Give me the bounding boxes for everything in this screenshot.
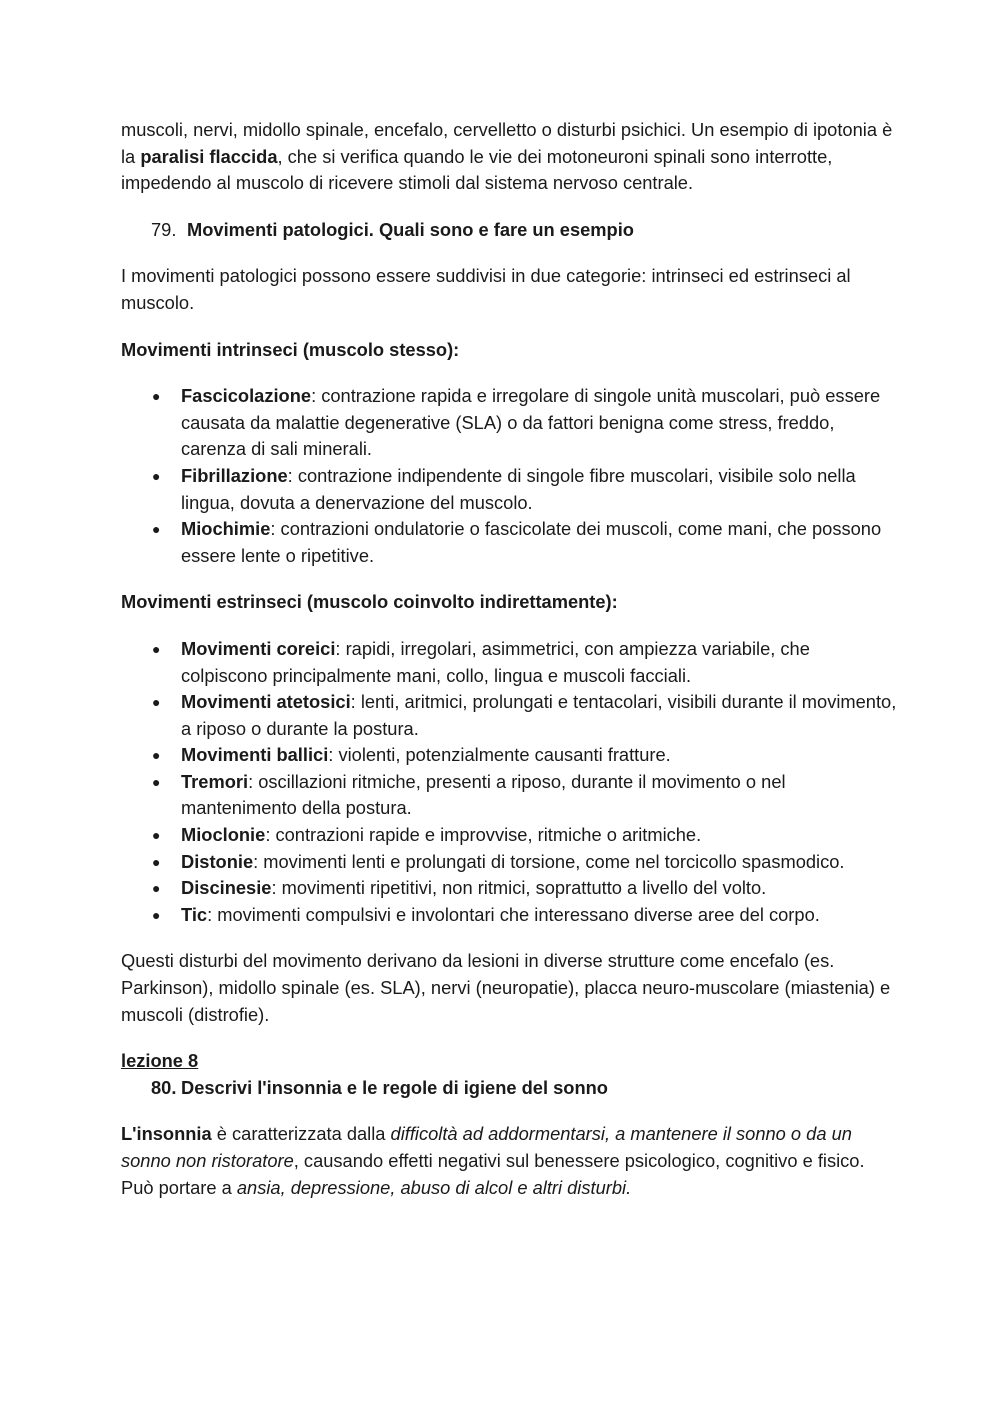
list-item [151,463,901,516]
question-title: Movimenti patologici. Quali sono e fare un esempio [187,218,634,240]
intro-bold-term: paralisi flaccida [140,145,278,167]
list-item-term: Movimenti atetosici [181,691,351,713]
list-item-text: : contrazione rapida e irregolare di singole unità muscolari, può essere causata da malattie degenerative (SLA) o da fattori benigna come stress, freddo, carenza di sali minerali. [181,385,881,460]
list-item [151,875,901,902]
question-80-heading [151,1075,901,1102]
list-item [151,849,901,876]
list-item [151,383,901,463]
list-item-term: Tic [181,903,208,925]
list-item-term: Fibrillazione [181,464,288,486]
intro-paragraph [121,117,901,197]
insomnia-text: è caratterizzata dalla [211,1123,391,1145]
question-number: 80. [151,1076,177,1098]
list-item [151,822,901,849]
list-item-text: : movimenti compulsivi e involontari che interessano diverse aree del corpo. [207,903,820,925]
list-item-term: Tremori [181,770,249,792]
question-number: 79. [151,218,177,240]
list-item [151,769,901,822]
document-page [121,117,901,1221]
list-item-text: : lenti, aritmici, prolungati e tentacolari, visibili durante il movimento, a riposo o durante la postura. [181,691,897,739]
list-item [151,636,901,689]
extrinsic-heading [121,589,901,616]
question-title: Descrivi l'insonnia e le regole di igiene del sonno [181,1076,608,1098]
intrinsic-heading-text: Movimenti intrinseci (muscolo stesso): [121,338,460,360]
insomnia-paragraph [121,1121,901,1201]
insomnia-term: L'insonnia [121,1123,212,1145]
list-item-text: : oscillazioni ritmiche, presenti a riposo, durante il movimento o nel mantenimento della postura. [181,770,786,819]
intro-text: muscoli, nervi, midollo spinale, encefalo, cervelletto o disturbi psichici. Un esempio di ipotonia è la [121,119,893,167]
list-item [151,516,901,569]
lesson-label [121,1048,901,1075]
intrinsic-heading [121,337,901,364]
insomnia-italic: difficoltà ad addormentarsi, a mantenere il sonno o da un sonno non ristoratore [121,1123,852,1171]
list-item [151,902,901,929]
insomnia-text: , causando effetti negativi sul benessere psicologico, cognitivo e fisico. Può portare a [121,1150,865,1198]
list-item-term: Discinesie [181,877,272,899]
intrinsic-list [121,383,901,569]
list-item-text: : contrazione indipendente di singole fibre muscolari, visibile solo nella lingua, dovuta a denervazione del muscolo. [181,464,856,513]
list-item [151,742,901,769]
list-item-text: : contrazioni rapide e improvvise, ritmiche o aritmiche. [265,824,702,846]
list-item-text: : rapidi, irregolari, asimmetrici, con ampiezza variabile, che colpiscono principalmente mani, collo, lingua e muscoli facciali. [181,637,810,686]
list-item-term: Miochimie [181,518,271,540]
list-item-term: Mioclonie [181,824,266,846]
list-item-text: : movimenti lenti e prolungati di torsione, come nel torcicollo spasmodico. [253,850,845,872]
list-item-term: Distonie [181,850,254,872]
list-item-term: Fascicolazione [181,385,312,407]
list-item-term: Movimenti coreici [181,637,336,659]
intro-text-end: , che si verifica quando le vie dei motoneuroni spinali sono interrotte, impedendo al muscolo di ricevere stimoli dal sistema nervoso centrale. [121,145,833,194]
list-item-term: Movimenti ballici [181,744,329,766]
extrinsic-heading-text: Movimenti estrinseci (muscolo coinvolto indirettamente): [121,591,618,613]
question-79-heading [151,217,901,244]
summary-paragraph: Questi disturbi del movimento derivano da lesioni in diverse strutture come encefalo (es. Parkinson), midollo spinale (es. SLA), nervi (neuropatie), placca neuro-muscolare (miastenia) e muscoli (distrofie). [121,950,891,1025]
list-item-text: : contrazioni ondulatorie o fascicolate dei muscoli, come mani, che possono essere lente o ripetitive. [181,518,882,566]
list-item [151,689,901,742]
insomnia-italic: ansia, depressione, abuso di alcol e altri disturbi. [236,1176,632,1198]
list-item-text: : movimenti ripetitivi, non ritmici, soprattutto a livello del volto. [271,877,767,899]
lesson-label-text: lezione 8 [121,1050,199,1072]
q79-intro-paragraph: I movimenti patologici possono essere suddivisi in due categorie: intrinseci ed estrinseci al muscolo. [121,265,851,313]
extrinsic-list [121,636,901,929]
list-item-text: : violenti, potenzialmente causanti fratture. [328,744,671,766]
